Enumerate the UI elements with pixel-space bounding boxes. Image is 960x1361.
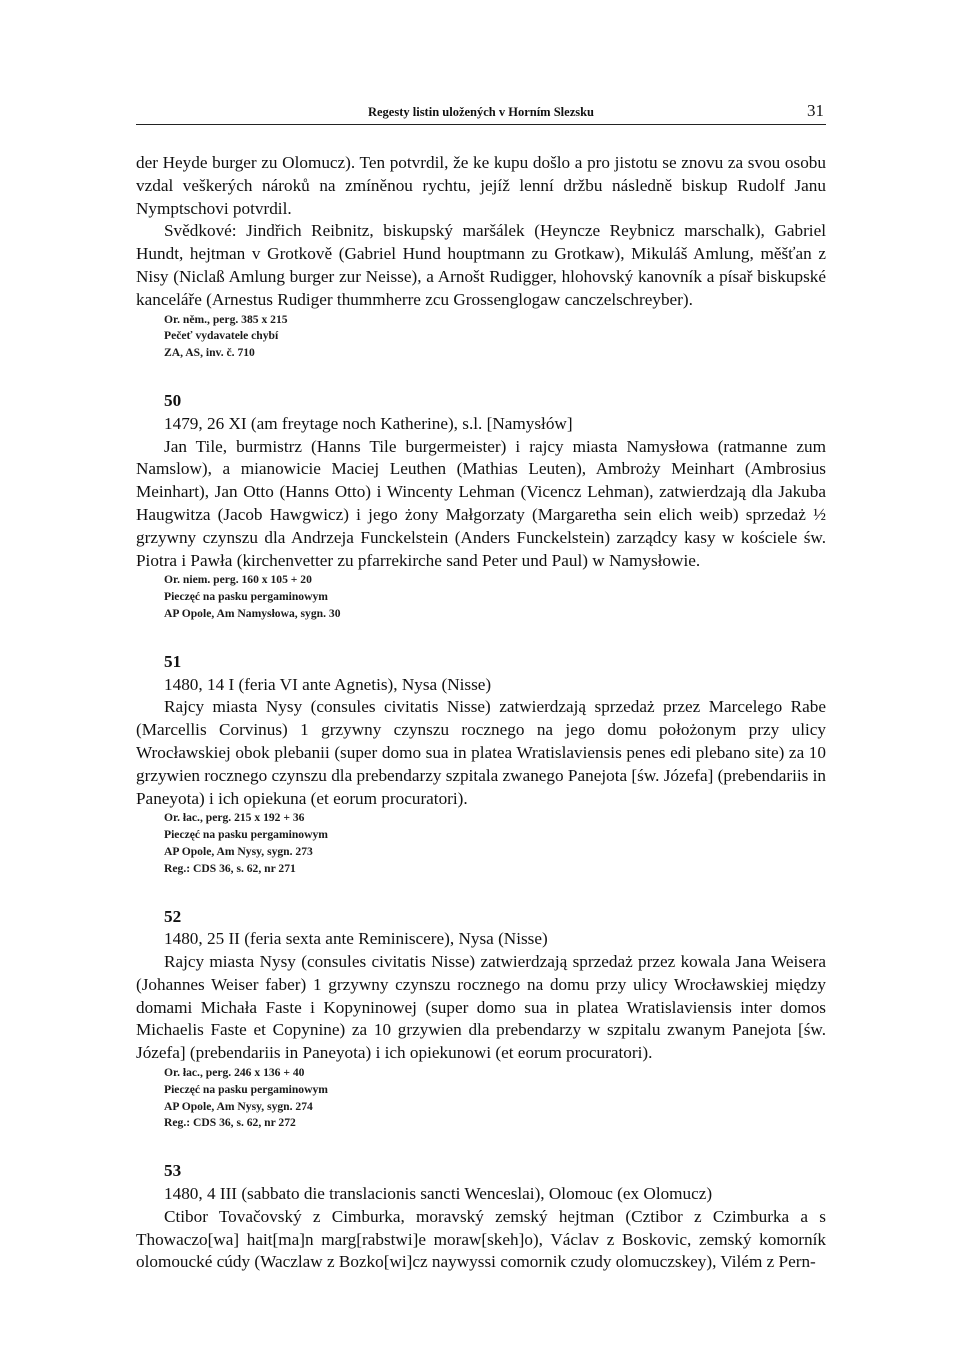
entry-text: Jan Tile, burmistrz (Hanns Tile burgermeister) i rajcy miasta Namysłowa (ratmanne zum Namslow), a mianowicie Maciej Leuthen (Mathias Leuten), Ambroży Meinhart (Ambrosius Meinhart), Jan Otto (Hanns Otto) i Wincenty Lehman (Vicencz Lehman), zatwierdzają dla Jakuba Haugwitza (Jacob Hawgwicz) i jego żony Małgorzaty (Margaretha sein elich weib) sprzedaż ½ grzywny czynszu dla Andrzeja Funckelstein (Anders Funckelstein) zarządcy kasy w kościele św. Piotra i Pawła (kirchenvetter zu pfarrekirche sand Peter und Paul) w Namysłowie. bbox=[136, 436, 826, 570]
page-body bbox=[136, 152, 826, 1274]
running-header bbox=[136, 100, 826, 125]
archival-notes bbox=[136, 572, 826, 622]
entry-date: 1480, 25 II (feria sexta ante Reminiscere), Nysa (Nisse) bbox=[164, 929, 548, 949]
entry-text: Rajcy miasta Nysy (consules civitatis Nisse) zatwierdzają sprzedaż przez kowala Jana Weisera (Johannes Weiser faber) 1 grzywny czynszu rocznego na domu przy ulicy Wrocławskiej między domami Michała Faste i Kopyninowej (super domo sua in platea Wratislaviensis inter domos Michaelis Faste et Copynine) za 10 grzywien dla prebendarzy w szpitalu zwanym Panejota [św. Józefa] (prebendariis in Paneyota) i ich opiekunowi (et eorum procuratori). bbox=[136, 952, 826, 1063]
page-number: 31 bbox=[807, 101, 824, 120]
archival-note: Or. něm., perg. 385 x 215 bbox=[164, 312, 288, 326]
entry-number: 50 bbox=[164, 390, 182, 410]
archival-note: Or. niem. perg. 160 x 105 + 20 bbox=[164, 573, 312, 587]
archival-note: Pečeť vydavatele chybí bbox=[164, 329, 279, 343]
running-title: Regesty listin uložených v Horním Slezsku bbox=[367, 105, 595, 119]
entry-number: 53 bbox=[164, 1161, 182, 1181]
entry-number: 52 bbox=[164, 906, 182, 926]
entry-text: Ctibor Tovačovský z Cimburka, moravský zemský hejtman (Cztibor z Czimburka a s Thowaczo[wa] hait[ma]n marg[rabstwi]e moraw[skeh]o), Václav z Boskovic, zemský komorník olomoucké cúdy (Waczlaw z Bozko[wi]cz naywyssi comornik czudy olomuczskey), Vilém z Pern- bbox=[136, 1206, 826, 1272]
continuation-paragraph: der Heyde burger zu Olomucz). Ten potvrdil, že ke kupu došlo a pro jistotu se znovu za svou osobu vzdal veškerých nároků na zmíněnou rychtu, jejíž lenní držbu následně biskup Rudolf Janu Nymptschovi potvrdil. bbox=[136, 153, 826, 218]
regest-entry bbox=[136, 390, 826, 623]
entry-number: 51 bbox=[164, 651, 182, 671]
archival-note: AP Opole, Am Nysy, sygn. 273 bbox=[164, 844, 313, 858]
archival-note: AP Opole, Am Nysy, sygn. 274 bbox=[164, 1099, 313, 1113]
witnesses-paragraph: Svědkové: Jindřich Reibnitz, biskupský maršálek (Heyncze Reybnicz marschalk), Gabriel Hundt, hejtman v Grotkově (Gabriel Hund houptmann zu Grotkaw), Mikuláš Amlung, měšťan z Nisy (Niclaß Amlung burger zur Neisse), a Arnošt Rudigger, hlohovský kanovník a písař biskupské kanceláře (Arnestus Rudiger thummherre zcu Grossenglogaw canczelschreyber). bbox=[136, 221, 826, 309]
archival-note: Pieczęć na pasku pergaminowym bbox=[164, 590, 328, 604]
archival-note: Reg.: CDS 36, s. 62, nr 272 bbox=[164, 1116, 296, 1130]
archival-notes bbox=[136, 312, 826, 362]
archival-note: Reg.: CDS 36, s. 62, nr 271 bbox=[164, 861, 296, 875]
regest-entry bbox=[136, 906, 826, 1133]
archival-notes bbox=[136, 810, 826, 877]
entry-text: Rajcy miasta Nysy (consules civitatis Nisse) zatwierdzają sprzedaż przez Marcelego Rabe (Marcellis Corvinus) 1 grzywny czynszu rocznego na jego domu położonym przy ulicy Wrocławskiej obok plebanii (super domo sua in platea Wratislaviensis penes edi plebano site) za 10 grzywien rocznego czynszu dla prebendarzy szpitala zwanego Panejota [św. Józefa] (prebendariis in Paneyota) i ich opiekuna (et eorum procuratori). bbox=[136, 697, 826, 808]
entry-date: 1480, 14 I (feria VI ante Agnetis), Nysa (Nisse) bbox=[164, 674, 492, 694]
archival-note: ZA, AS, inv. č. 710 bbox=[164, 346, 255, 360]
entry-date: 1479, 26 XI (am freytage noch Katherine), s.l. [Namysłów] bbox=[164, 413, 573, 433]
archival-note: Pieczęć na pasku pergaminowym bbox=[164, 828, 328, 842]
regest-entry bbox=[136, 1160, 826, 1274]
archival-note: Pieczęć na pasku pergaminowym bbox=[164, 1082, 328, 1096]
archival-note: Or. łac., perg. 246 x 136 + 40 bbox=[164, 1066, 305, 1080]
entry-date: 1480, 4 III (sabbato die translacionis sancti Wenceslai), Olomouc (ex Olomucz) bbox=[164, 1184, 713, 1204]
archival-note: Or. łac., perg. 215 x 192 + 36 bbox=[164, 811, 305, 825]
regest-entry bbox=[136, 651, 826, 878]
archival-notes bbox=[136, 1065, 826, 1132]
archival-note: AP Opole, Am Namysłowa, sygn. 30 bbox=[164, 606, 341, 620]
